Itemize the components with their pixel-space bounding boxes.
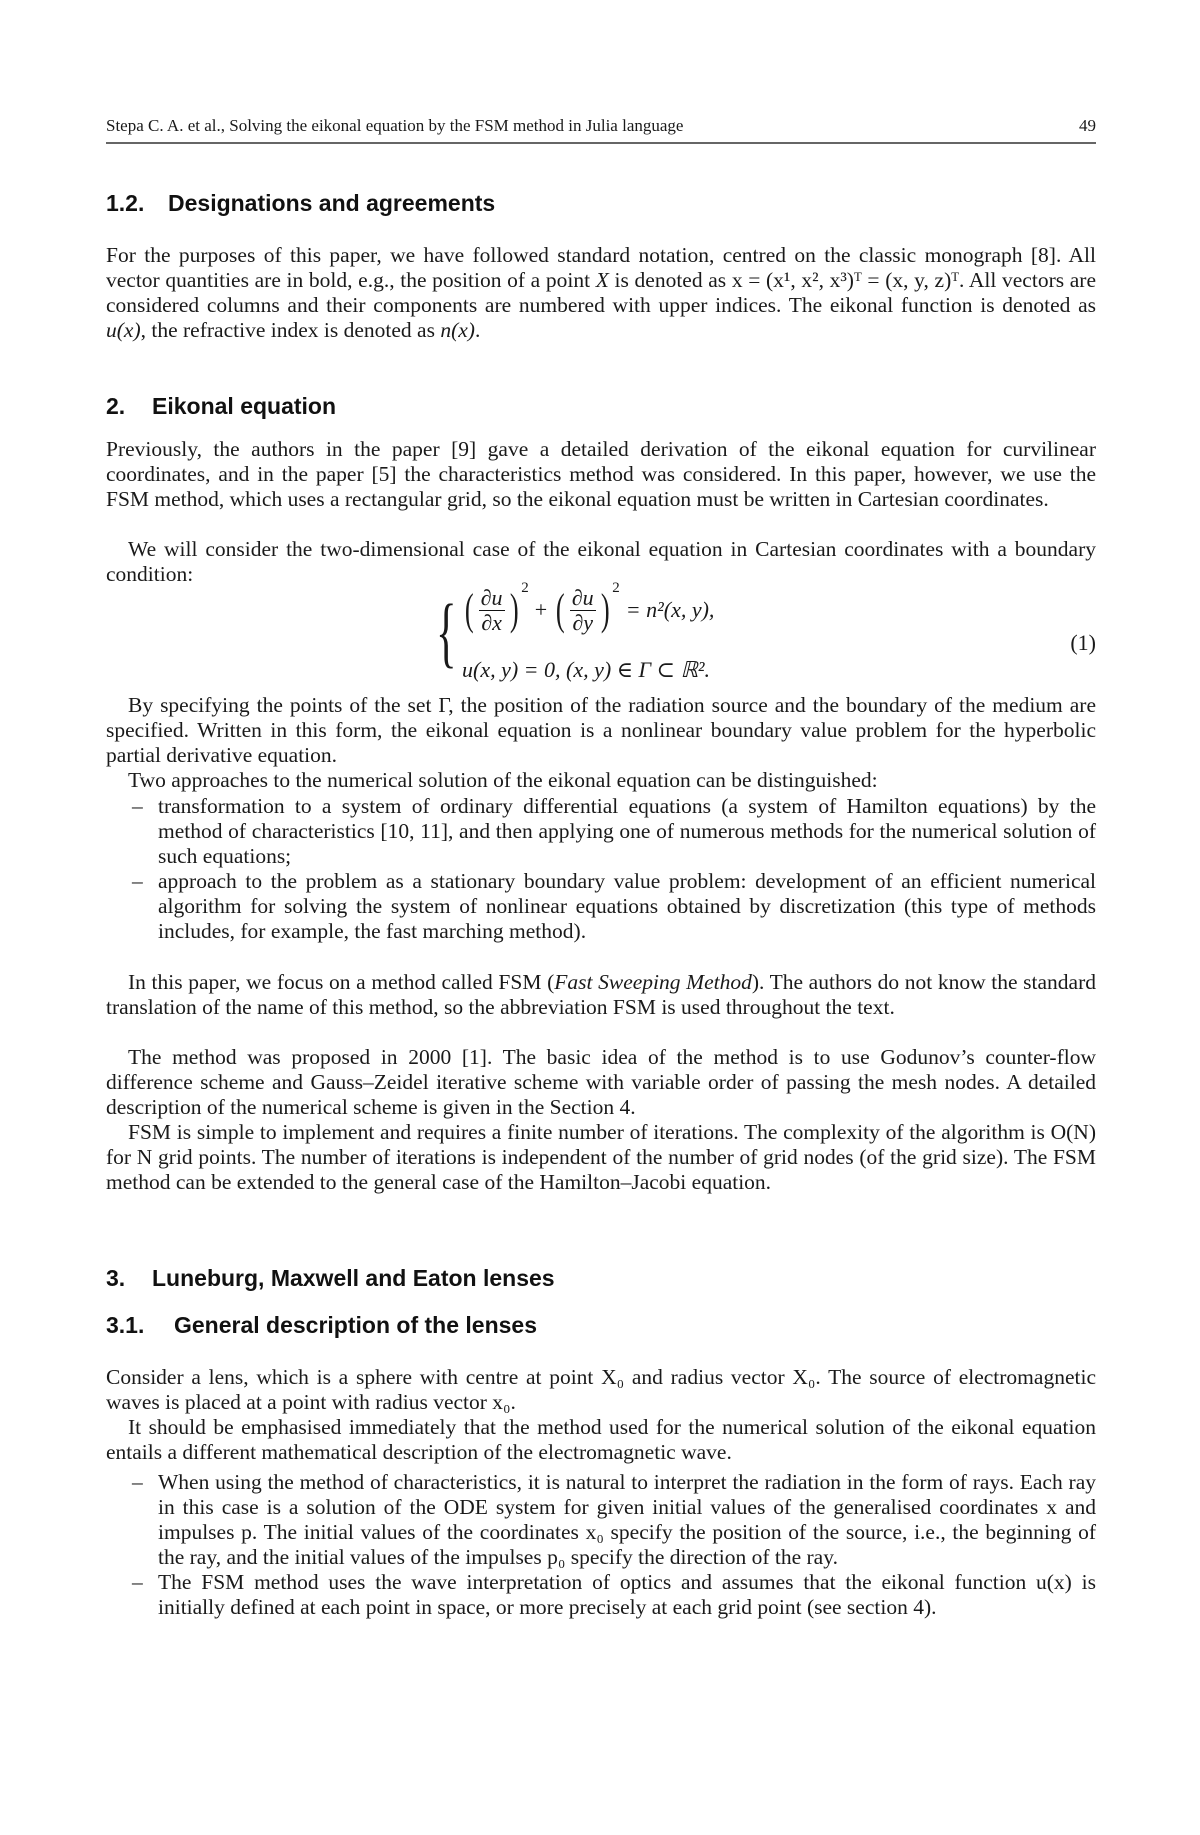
section-number: 3.1. bbox=[106, 1312, 145, 1338]
exponent: 2 bbox=[612, 579, 620, 596]
math-u: u(x) bbox=[106, 318, 141, 342]
section-number: 1.2. bbox=[106, 190, 145, 216]
section-title: Luneburg, Maxwell and Eaton lenses bbox=[152, 1265, 555, 1291]
list-item bbox=[106, 794, 1096, 869]
section-heading-3 bbox=[106, 1265, 555, 1292]
text-run: For the purposes of this paper, we have followed standard notation, centred on the classic monograph [8]. All vector quantities are in bold, e.g., the position of a point bbox=[106, 243, 1096, 292]
text-run: ). The authors do not know the standard translation of the name of this method, so the abbreviation FSM is used throughout the text. bbox=[106, 970, 1096, 1019]
italic-term: Fast Sweeping Method bbox=[554, 970, 752, 994]
section-number: 2. bbox=[106, 393, 126, 419]
section-heading-2 bbox=[106, 393, 336, 420]
running-head bbox=[106, 116, 1096, 136]
paragraph-consider: We will consider the two-dimensional case of the eikonal equation in Cartesian coordinates with a boundary condition: bbox=[106, 537, 1096, 586]
list-item bbox=[106, 1470, 1096, 1570]
paren: ( bbox=[464, 585, 474, 634]
math-formula-x: x = (x¹, x², x³)ᵀ = (x, y, z)ᵀ bbox=[731, 268, 960, 292]
math-n: n(x) bbox=[440, 318, 475, 342]
list-item-text: The FSM method uses the wave interpretation of optics and assumes that the eikonal function u(x) is initially defined at each point in space, or more precisely at each grid point (see section 4). bbox=[158, 1570, 1096, 1619]
denominator: ∂y bbox=[572, 609, 594, 635]
numerator: ∂u bbox=[480, 584, 503, 610]
paragraph-designations bbox=[106, 243, 1096, 343]
section-heading-1-2 bbox=[106, 190, 495, 217]
section-title: General description of the lenses bbox=[174, 1312, 537, 1338]
lens-interpretations-list bbox=[106, 1470, 1096, 1620]
paragraph-lens: Consider a lens, which is a sphere with centre at point X₀ and radius vector X₀. The source of electromagnetic waves is placed at a point with radius vector x₀. bbox=[106, 1365, 1096, 1414]
section-title: Eikonal equation bbox=[152, 393, 337, 419]
dash-bullet: – bbox=[132, 1470, 143, 1494]
header-rule bbox=[106, 142, 1096, 144]
page-number: 49 bbox=[1079, 116, 1096, 135]
paren: ) bbox=[509, 585, 519, 634]
equation-row-2: u(x, y) = 0, (x, y) ∈ Γ ⊂ ℝ². bbox=[462, 657, 710, 682]
running-head-title: Stepa C. A. et al., Solving the eikonal equation by the FSM method in Julia language bbox=[106, 116, 684, 135]
text-run: In this paper, we focus on a method called FSM ( bbox=[128, 970, 555, 994]
text-run: is denoted as bbox=[608, 268, 732, 292]
text-run: . bbox=[474, 318, 481, 342]
list-item-text: transformation to a system of ordinary differential equations (a system of Hamilton equations) by the method of characteristics [10, 11], and then applying one of numerous methods for the numerical solution of such equations; bbox=[158, 794, 1096, 868]
fraction-du-dy bbox=[570, 586, 596, 635]
paragraph-proposed: The method was proposed in 2000 [1]. The basic idea of the method is to use Godunov’s counter-flow difference scheme and Gauss–Zeidel iterative scheme with variable order of passing the mesh nodes. A detailed description of the numerical scheme is given in the Section 4. bbox=[106, 1045, 1096, 1119]
section-title: Designations and agreements bbox=[168, 190, 496, 216]
list-item-text: approach to the problem as a stationary boundary value problem: development of an efficient numerical algorithm for solving the system of nonlinear equations obtained by discretization (this type of methods includes, for example, the fast marching method). bbox=[158, 869, 1096, 943]
dash-bullet: – bbox=[132, 794, 143, 818]
numerator: ∂u bbox=[571, 584, 594, 610]
denominator: ∂x bbox=[481, 609, 502, 635]
dash-bullet: – bbox=[132, 869, 143, 893]
exponent: 2 bbox=[521, 579, 529, 596]
paragraph-specifying: By specifying the points of the set Γ, the position of the radiation source and the boundary of the medium are specified. Written in this form, the eikonal equation is a nonlinear boundary value problem for the hyperbolic partial derivative equation. bbox=[106, 693, 1096, 767]
text-run: , the refractive index is denoted as bbox=[140, 318, 441, 342]
fraction-du-dx bbox=[479, 586, 505, 635]
paragraph-previously: Previously, the authors in the paper [9] gave a detailed derivation of the eikonal equation for curvilinear coordinates, and in the paper [5] the characteristics method was considered. In this paper, however, we use the FSM method, which uses a rectangular grid, so the eikonal equation must be written in Cartesian coordinates. bbox=[106, 437, 1096, 511]
list-item bbox=[106, 1570, 1096, 1620]
equation-1 bbox=[436, 579, 1096, 690]
section-number: 3. bbox=[106, 1265, 126, 1291]
left-brace: { bbox=[436, 588, 457, 675]
paragraph-two-approaches: Two approaches to the numerical solution of the eikonal equation can be distinguished: bbox=[128, 768, 878, 792]
equation-rhs: = n²(x, y), bbox=[625, 597, 715, 622]
list-item bbox=[106, 869, 1096, 944]
list-item-text: When using the method of characteristics, it is natural to interpret the radiation in the form of rays. Each ray in this case is a solution of the ODE system for given initial values of the generalised coordinates x and impulses p. The initial values of the coordinates x₀ specify the position of the source, i.e., the beginning of the ray, and the initial values of the impulses p₀ specify the direction of the ray. bbox=[158, 1470, 1096, 1569]
text-run: . All vectors are considered columns and their components are numbered with upper indices. The eikonal function is denoted as bbox=[106, 268, 1096, 317]
plus-sign: + bbox=[534, 597, 548, 622]
dash-bullet: – bbox=[132, 1570, 143, 1594]
paragraph-focus bbox=[106, 970, 1096, 1020]
approaches-list bbox=[106, 794, 1096, 944]
paragraph-simple: FSM is simple to implement and requires a finite number of iterations. The complexity of the algorithm is O(N) for N grid points. The number of iterations is independent of the number of grid nodes (of the grid size). The FSM method can be extended to the general case of the Hamilton–Jacobi equation. bbox=[106, 1120, 1096, 1194]
paren: ) bbox=[600, 585, 610, 634]
section-heading-3-1 bbox=[106, 1312, 537, 1339]
paragraph-emphasised: It should be emphasised immediately that the method used for the numerical solution of the eikonal equation entails a different mathematical description of the electromagnetic wave. bbox=[106, 1415, 1096, 1464]
math-X: X bbox=[595, 268, 609, 292]
equation-number: (1) bbox=[1070, 630, 1096, 655]
paren: ( bbox=[556, 585, 565, 634]
equation-row-1 bbox=[462, 579, 715, 635]
